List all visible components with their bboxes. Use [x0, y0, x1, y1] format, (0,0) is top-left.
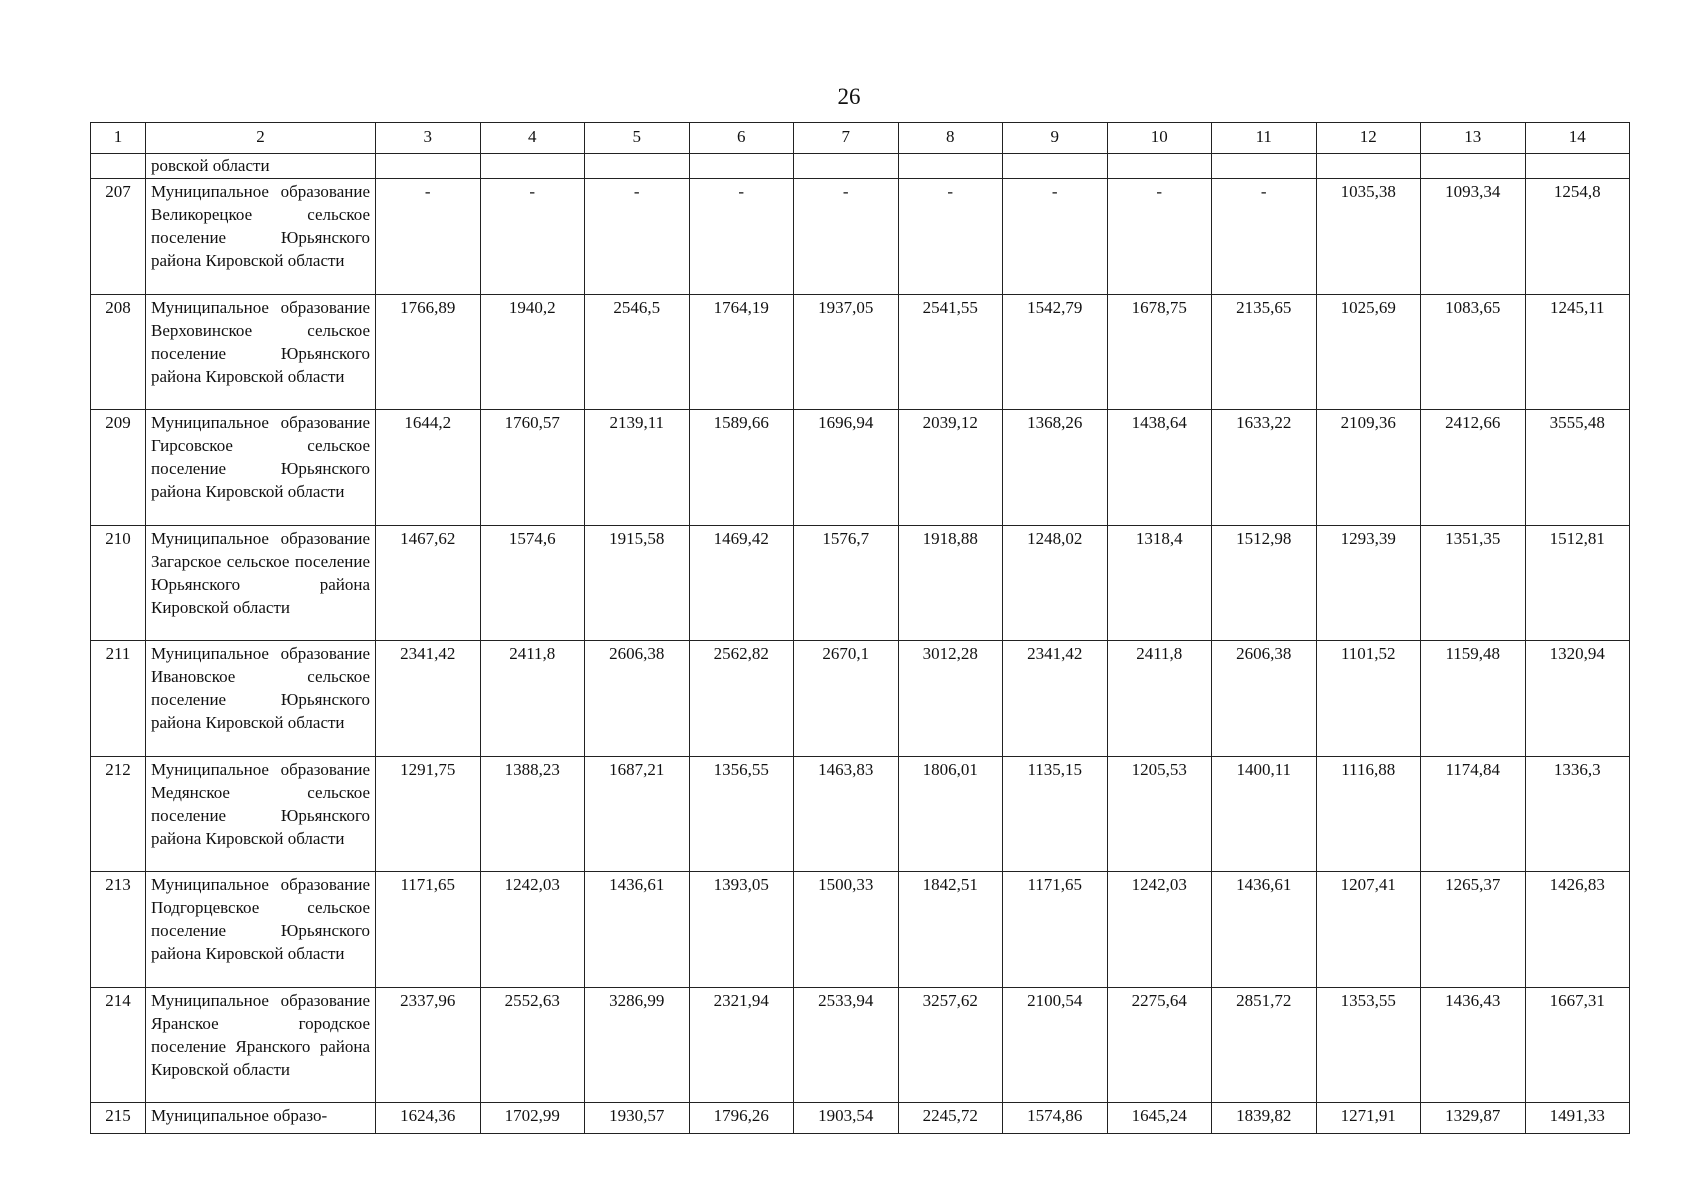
column-number-header: 12 — [1316, 123, 1421, 154]
value-cell: 1242,03 — [1107, 872, 1212, 988]
value-cell — [794, 154, 899, 179]
value-cell: 1667,31 — [1525, 987, 1630, 1103]
value-cell: 1368,26 — [1003, 410, 1108, 526]
value-cell: 2100,54 — [1003, 987, 1108, 1103]
value-cell: 1393,05 — [689, 872, 794, 988]
value-cell: 1329,87 — [1421, 1103, 1526, 1134]
value-cell: 1356,55 — [689, 756, 794, 872]
column-number-header: 11 — [1212, 123, 1317, 154]
value-cell: - — [898, 179, 1003, 295]
value-cell: 1351,35 — [1421, 525, 1526, 641]
column-number-header: 1 — [91, 123, 146, 154]
value-cell: - — [689, 179, 794, 295]
value-cell: 1633,22 — [1212, 410, 1317, 526]
row-number: 215 — [91, 1103, 146, 1134]
value-cell: 2851,72 — [1212, 987, 1317, 1103]
value-cell: 1159,48 — [1421, 641, 1526, 757]
table-row — [91, 179, 1630, 295]
value-cell: 2321,94 — [689, 987, 794, 1103]
row-number: 208 — [91, 294, 146, 410]
value-cell: 1388,23 — [480, 756, 585, 872]
value-cell: - — [1003, 179, 1108, 295]
value-cell — [689, 154, 794, 179]
municipality-name: Муниципальное образование Загарское сельское поселение Юрьянского района Кировской области — [146, 525, 376, 641]
value-cell: 1336,3 — [1525, 756, 1630, 872]
value-cell — [480, 154, 585, 179]
value-cell: 2552,63 — [480, 987, 585, 1103]
value-cell: 1940,2 — [480, 294, 585, 410]
value-cell: 1207,41 — [1316, 872, 1421, 988]
value-cell: 1937,05 — [794, 294, 899, 410]
value-cell: 1254,8 — [1525, 179, 1630, 295]
row-number: 207 — [91, 179, 146, 295]
value-cell: 2562,82 — [689, 641, 794, 757]
value-cell: 1918,88 — [898, 525, 1003, 641]
value-cell: 3555,48 — [1525, 410, 1630, 526]
value-cell: 1574,6 — [480, 525, 585, 641]
value-cell — [898, 154, 1003, 179]
value-cell: 1242,03 — [480, 872, 585, 988]
value-cell: 1093,34 — [1421, 179, 1526, 295]
value-cell: 2109,36 — [1316, 410, 1421, 526]
value-cell: 1806,01 — [898, 756, 1003, 872]
table-row — [91, 410, 1630, 526]
value-cell: 1764,19 — [689, 294, 794, 410]
value-cell — [1316, 154, 1421, 179]
value-cell: - — [480, 179, 585, 295]
municipality-name: Муниципальное образование Верховинское сельское поселение Юрьянского района Кировской области — [146, 294, 376, 410]
value-cell: 2275,64 — [1107, 987, 1212, 1103]
value-cell: 2606,38 — [585, 641, 690, 757]
value-cell: 1463,83 — [794, 756, 899, 872]
value-cell: 2411,8 — [1107, 641, 1212, 757]
row-number-cell — [91, 154, 146, 179]
value-cell: 1116,88 — [1316, 756, 1421, 872]
value-cell: 1400,11 — [1212, 756, 1317, 872]
value-cell: 1205,53 — [1107, 756, 1212, 872]
municipality-name: ровской области — [146, 154, 376, 179]
municipality-name: Муниципальное образование Великорецкое сельское поселение Юрьянского района Кировской области — [146, 179, 376, 295]
column-number-header: 9 — [1003, 123, 1108, 154]
row-number: 211 — [91, 641, 146, 757]
column-number-header: 3 — [376, 123, 481, 154]
value-cell: 1467,62 — [376, 525, 481, 641]
municipality-name: Муниципальное образование Ивановское сельское поселение Юрьянского района Кировской области — [146, 641, 376, 757]
table-row — [91, 987, 1630, 1103]
value-cell — [376, 154, 481, 179]
table-row — [91, 641, 1630, 757]
value-cell: 2411,8 — [480, 641, 585, 757]
value-cell: - — [794, 179, 899, 295]
value-cell: 1353,55 — [1316, 987, 1421, 1103]
value-cell: 2412,66 — [1421, 410, 1526, 526]
value-cell: - — [585, 179, 690, 295]
row-number: 209 — [91, 410, 146, 526]
value-cell: 1512,81 — [1525, 525, 1630, 641]
value-cell: 3286,99 — [585, 987, 690, 1103]
value-cell: 1915,58 — [585, 525, 690, 641]
value-cell: 1083,65 — [1421, 294, 1526, 410]
value-cell: 2341,42 — [376, 641, 481, 757]
value-cell: 1696,94 — [794, 410, 899, 526]
value-cell: 2533,94 — [794, 987, 899, 1103]
municipality-name: Муниципальное образование Подгорцевское сельское поселение Юрьянского района Кировской области — [146, 872, 376, 988]
column-number-header: 14 — [1525, 123, 1630, 154]
municipality-name: Муниципальное образование Яранское городское поселение Яранского района Кировской области — [146, 987, 376, 1103]
value-cell: 1624,36 — [376, 1103, 481, 1134]
table-row — [91, 872, 1630, 988]
value-cell: 1171,65 — [376, 872, 481, 988]
value-cell: 1589,66 — [689, 410, 794, 526]
value-cell: 1101,52 — [1316, 641, 1421, 757]
value-cell: 1035,38 — [1316, 179, 1421, 295]
column-number-header: 8 — [898, 123, 1003, 154]
value-cell: 3257,62 — [898, 987, 1003, 1103]
value-cell: 1930,57 — [585, 1103, 690, 1134]
value-cell: 1436,61 — [585, 872, 690, 988]
value-cell — [1421, 154, 1526, 179]
value-cell: 1645,24 — [1107, 1103, 1212, 1134]
continuation-row — [91, 154, 1630, 179]
value-cell: 1320,94 — [1525, 641, 1630, 757]
value-cell: 1025,69 — [1316, 294, 1421, 410]
municipality-name: Муниципальное образование Медянское сельское поселение Юрьянского района Кировской области — [146, 756, 376, 872]
value-cell: 1438,64 — [1107, 410, 1212, 526]
value-cell: 1687,21 — [585, 756, 690, 872]
value-cell: 1491,33 — [1525, 1103, 1630, 1134]
value-cell: 1839,82 — [1212, 1103, 1317, 1134]
municipality-name: Муниципальное образование Гирсовское сельское поселение Юрьянского района Кировской области — [146, 410, 376, 526]
column-number-header: 13 — [1421, 123, 1526, 154]
value-cell: 1469,42 — [689, 525, 794, 641]
value-cell: 3012,28 — [898, 641, 1003, 757]
value-cell: 2245,72 — [898, 1103, 1003, 1134]
value-cell: 1135,15 — [1003, 756, 1108, 872]
value-cell: - — [1212, 179, 1317, 295]
value-cell: 1574,86 — [1003, 1103, 1108, 1134]
municipality-name: Муниципальное образо- — [146, 1103, 376, 1134]
value-cell: 2337,96 — [376, 987, 481, 1103]
value-cell: 1760,57 — [480, 410, 585, 526]
value-cell: 1512,98 — [1212, 525, 1317, 641]
value-cell: 2039,12 — [898, 410, 1003, 526]
value-cell: 1271,91 — [1316, 1103, 1421, 1134]
table-row — [91, 525, 1630, 641]
table-row — [91, 294, 1630, 410]
value-cell: 1576,7 — [794, 525, 899, 641]
value-cell: 2670,1 — [794, 641, 899, 757]
value-cell: 1766,89 — [376, 294, 481, 410]
value-cell: 2139,11 — [585, 410, 690, 526]
row-number: 212 — [91, 756, 146, 872]
value-cell — [1525, 154, 1630, 179]
column-number-header: 10 — [1107, 123, 1212, 154]
value-cell — [585, 154, 690, 179]
value-cell: 1318,4 — [1107, 525, 1212, 641]
table-row — [91, 1103, 1630, 1134]
row-number: 210 — [91, 525, 146, 641]
value-cell: 1245,11 — [1525, 294, 1630, 410]
value-cell — [1212, 154, 1317, 179]
value-cell: 1174,84 — [1421, 756, 1526, 872]
page-number: 26 — [837, 84, 861, 109]
column-number-header: 5 — [585, 123, 690, 154]
value-cell: 1171,65 — [1003, 872, 1108, 988]
table-row — [91, 756, 1630, 872]
column-number-header: 6 — [689, 123, 794, 154]
value-cell: 1796,26 — [689, 1103, 794, 1134]
value-cell: 2606,38 — [1212, 641, 1317, 757]
value-cell: 1293,39 — [1316, 525, 1421, 641]
value-cell: 2546,5 — [585, 294, 690, 410]
row-number: 214 — [91, 987, 146, 1103]
header-row — [91, 123, 1630, 154]
value-cell: 1702,99 — [480, 1103, 585, 1134]
value-cell: 1426,83 — [1525, 872, 1630, 988]
value-cell: 2135,65 — [1212, 294, 1317, 410]
value-cell: 1842,51 — [898, 872, 1003, 988]
value-cell: 1644,2 — [376, 410, 481, 526]
row-number: 213 — [91, 872, 146, 988]
value-cell — [1003, 154, 1108, 179]
value-cell — [1107, 154, 1212, 179]
column-number-header: 7 — [794, 123, 899, 154]
value-cell: 1542,79 — [1003, 294, 1108, 410]
value-cell: 2341,42 — [1003, 641, 1108, 757]
value-cell: 1678,75 — [1107, 294, 1212, 410]
value-cell: 1265,37 — [1421, 872, 1526, 988]
data-table — [90, 122, 1630, 1134]
value-cell: 1903,54 — [794, 1103, 899, 1134]
column-number-header: 4 — [480, 123, 585, 154]
value-cell: 1291,75 — [376, 756, 481, 872]
value-cell: 1436,61 — [1212, 872, 1317, 988]
value-cell: 2541,55 — [898, 294, 1003, 410]
value-cell: - — [1107, 179, 1212, 295]
column-number-header: 2 — [146, 123, 376, 154]
value-cell: 1248,02 — [1003, 525, 1108, 641]
value-cell: 1500,33 — [794, 872, 899, 988]
value-cell: - — [376, 179, 481, 295]
value-cell: 1436,43 — [1421, 987, 1526, 1103]
